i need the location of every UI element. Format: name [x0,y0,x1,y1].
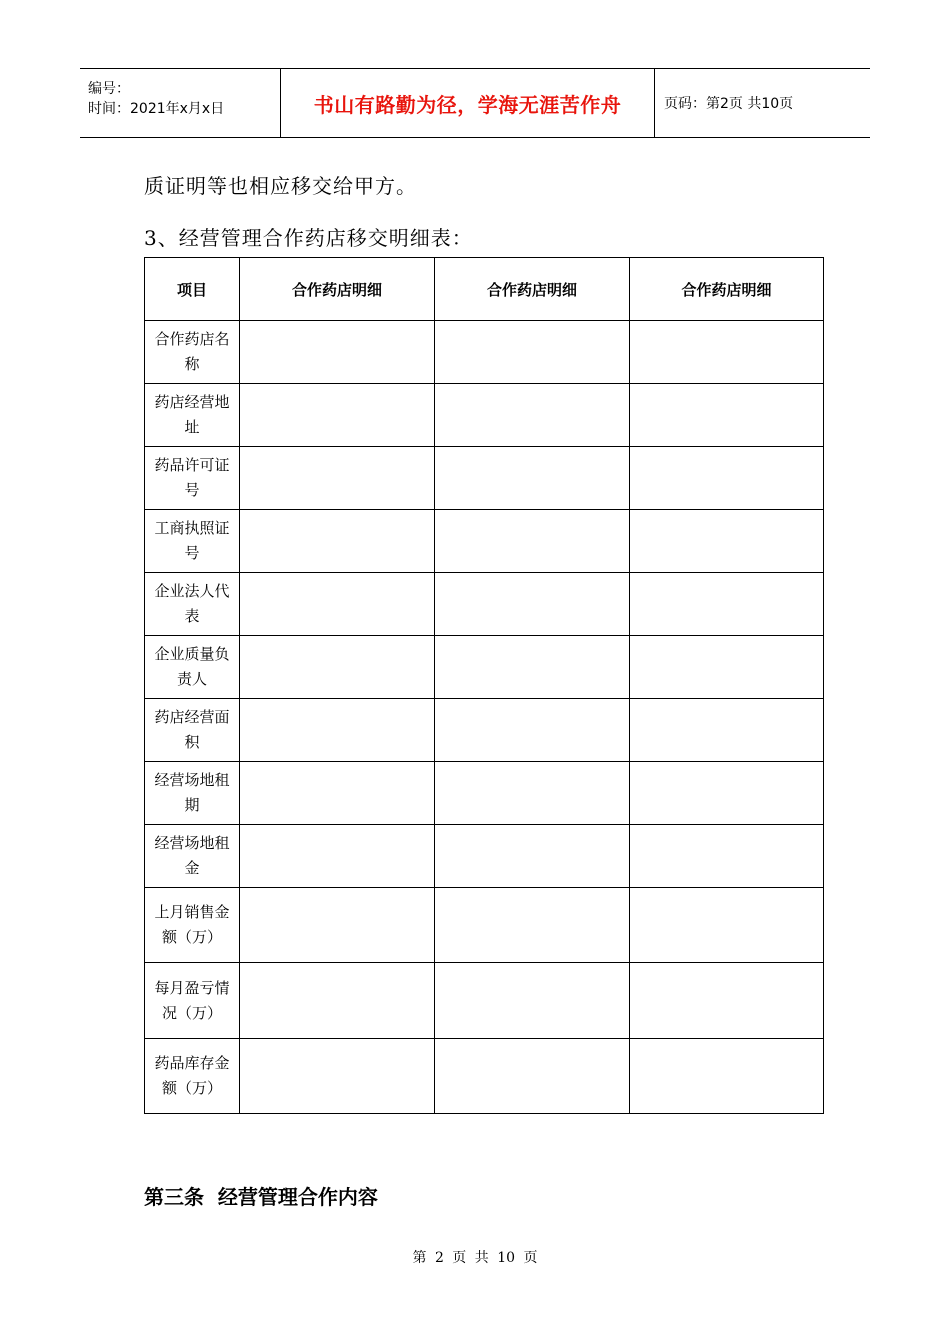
header-cell-item: 项目 [145,258,240,321]
table-cell [630,762,824,825]
table-cell [240,825,435,888]
table-cell [435,699,630,762]
table-cell [630,321,824,384]
table-cell [435,825,630,888]
table-cell [435,321,630,384]
page-footer: 第 2 页 共 10 页 [412,1250,538,1266]
table-cell [630,888,824,963]
table-cell [240,888,435,963]
table-row [145,699,824,762]
table-heading: 3、经营管理合作药店移交明细表： [144,226,473,250]
row-label: 经营场地租期 [145,762,240,825]
table-cell [435,636,630,699]
table-cell [435,1039,630,1114]
table-cell [240,963,435,1039]
table-row [145,384,824,447]
table-cell [435,510,630,573]
table-cell [435,888,630,963]
table-cell [630,963,824,1039]
row-label: 每月盈亏情况（万） [145,963,240,1039]
table-row [145,963,824,1039]
row-label: 药品库存金额（万） [145,1039,240,1114]
table-cell [240,510,435,573]
row-label: 合作药店名称 [145,321,240,384]
header-cell-detail-1: 合作药店明细 [240,258,435,321]
row-label: 上月销售金额（万） [145,888,240,963]
table-cell [630,699,824,762]
table-cell [435,384,630,447]
table-cell [435,447,630,510]
row-label: 经营场地租金 [145,825,240,888]
page-info: 页码：第2页 共10页 [664,96,794,112]
header-left-cell [80,69,281,137]
table-cell [630,447,824,510]
table-cell [630,384,824,447]
table-row [145,447,824,510]
table-row [145,636,824,699]
table-cell [240,447,435,510]
table-cell [240,384,435,447]
table-cell [630,1039,824,1114]
pharmacy-transfer-table [144,257,824,1114]
table-row [145,321,824,384]
continued-paragraph: 质证明等也相应移交给甲方。 [144,174,417,198]
table-cell [630,636,824,699]
table-cell [240,573,435,636]
table-row [145,573,824,636]
table-row [145,510,824,573]
row-label: 工商执照证号 [145,510,240,573]
table-row [145,888,824,963]
row-label: 药店经营面积 [145,699,240,762]
serial-number-label: 编号： [88,81,130,97]
table-row [145,1039,824,1114]
table-cell [240,1039,435,1114]
table-header-row [145,258,824,321]
table-cell [240,636,435,699]
table-row [145,762,824,825]
table-cell [435,573,630,636]
section-title: 第三条 经营管理合作内容 [144,1185,378,1209]
table-cell [435,963,630,1039]
row-label: 企业质量负责人 [145,636,240,699]
row-label: 药品许可证号 [145,447,240,510]
row-label: 企业法人代表 [145,573,240,636]
table-cell [630,510,824,573]
header-page-cell [655,69,870,137]
header-motto-cell [281,69,655,137]
header-cell-detail-3: 合作药店明细 [630,258,824,321]
motto-text: 书山有路勤为径，学海无涯苦作舟 [313,92,622,117]
table-cell [630,825,824,888]
date-label: 时间：2021年x月x日 [88,101,225,117]
table-row [145,825,824,888]
page-header [80,68,870,138]
header-cell-detail-2: 合作药店明细 [435,258,630,321]
table-cell [435,762,630,825]
table-cell [630,573,824,636]
table-cell [240,321,435,384]
table-cell [240,699,435,762]
row-label: 药店经营地址 [145,384,240,447]
table-cell [240,762,435,825]
